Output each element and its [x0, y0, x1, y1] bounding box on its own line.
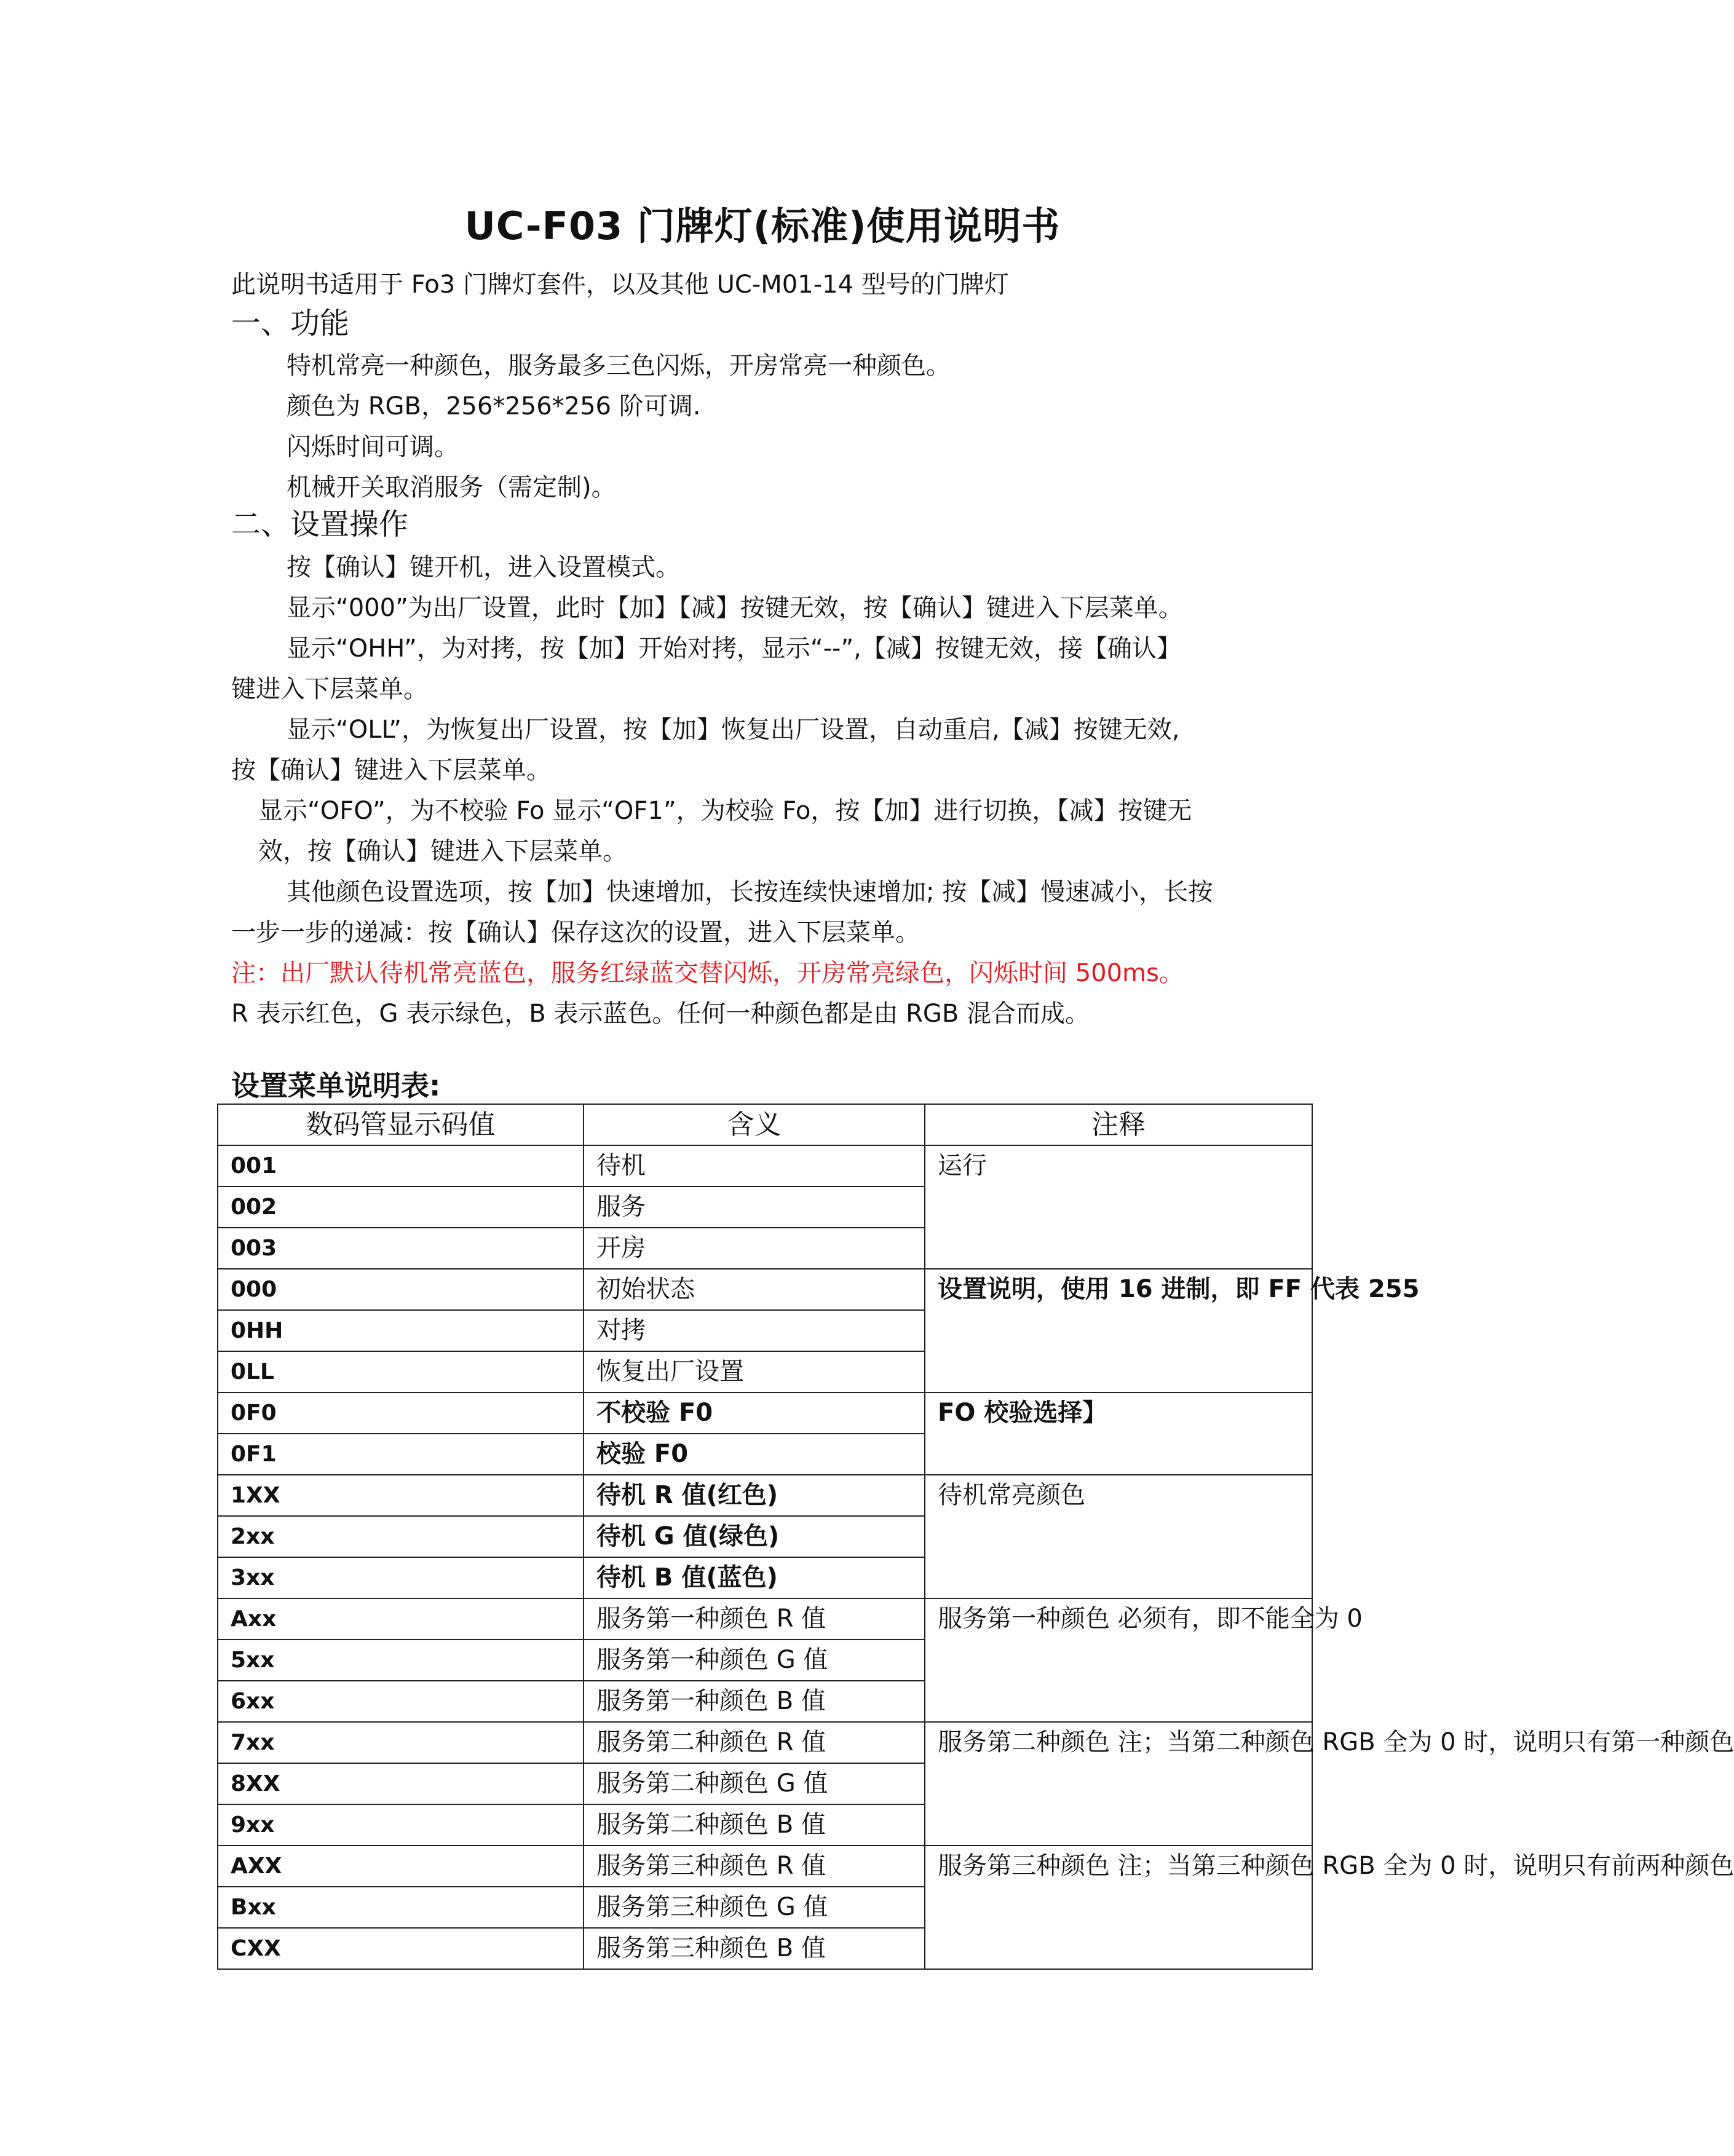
row-meaning: 服务第一种颜色 G 值	[584, 1640, 925, 1681]
row-code: 6xx	[218, 1681, 584, 1722]
row-code: 3xx	[218, 1557, 584, 1598]
row-meaning: 服务第三种颜色 R 值	[584, 1846, 925, 1887]
header-notes: 注释	[925, 1104, 1312, 1145]
row-meaning: 服务第三种颜色 B 值	[584, 1928, 925, 1969]
row-meaning: 服务第一种颜色 R 值	[584, 1598, 925, 1640]
setup-line: 键进入下层菜单。	[231, 675, 428, 703]
row-code: 000	[218, 1269, 584, 1310]
setup-line: 效，按【确认】键进入下层菜单。	[258, 837, 627, 866]
note-fo: FO 校验选择】	[925, 1392, 1312, 1475]
function-line: 颜色为 RGB，256*256*256 阶可调.	[287, 392, 701, 421]
row-meaning: 服务第二种颜色 G 值	[584, 1763, 925, 1804]
table-row	[218, 1598, 1312, 1640]
intro-text: 此说明书适用于 Fo3 门牌灯套件，以及其他 UC-M01-14 型号的门牌灯	[231, 270, 1009, 299]
table-row	[218, 1269, 1312, 1310]
setup-line: 其他颜色设置选项，按【加】快速增加，长按连续快速增加; 按【减】慢速减小，长按	[287, 878, 1213, 906]
table-row	[218, 1846, 1312, 1887]
row-code: CXX	[218, 1928, 584, 1969]
row-meaning: 开房	[584, 1228, 925, 1269]
row-meaning: 待机 B 值(蓝色)	[584, 1557, 925, 1598]
table-header-row	[218, 1104, 1312, 1145]
setup-line: 一步一步的递减：按【确认】保存这次的设置，进入下层菜单。	[231, 918, 920, 947]
row-code: 002	[218, 1187, 584, 1228]
row-meaning: 对拷	[584, 1310, 925, 1351]
row-code: 0HH	[218, 1310, 584, 1351]
table-row	[218, 1145, 1312, 1187]
function-line: 闪烁时间可调。	[287, 433, 459, 461]
row-code: 1XX	[218, 1475, 584, 1516]
header-meaning: 含义	[584, 1104, 925, 1145]
row-meaning: 待机 R 值(红色)	[584, 1475, 925, 1516]
factory-default-note: 注：出厂默认待机常亮蓝色，服务红绿蓝交替闪烁，开房常亮绿色，闪烁时间 500ms。	[231, 959, 1184, 987]
row-meaning: 服务第二种颜色 B 值	[584, 1804, 925, 1846]
setup-line: 按【确认】键进入下层菜单。	[231, 756, 551, 784]
note-service1: 服务第一种颜色 必须有，即不能全为 0	[925, 1598, 1312, 1722]
row-meaning: 服务第三种颜色 G 值	[584, 1887, 925, 1928]
row-code: 0LL	[218, 1351, 584, 1392]
row-meaning: 初始状态	[584, 1269, 925, 1310]
note-service3: 服务第三种颜色 注；当第三种颜色 RGB 全为 0 时，说明只有前两种颜色	[925, 1846, 1312, 1969]
setup-line: 显示“OFO”，为不校验 Fo 显示“OF1”，为校验 Fo，按【加】进行切换，【减】按键无	[258, 797, 1192, 825]
row-meaning: 不校验 F0	[584, 1392, 925, 1434]
note-run: 运行	[925, 1145, 1312, 1269]
setup-line: 显示“OLL”，为恢复出厂设置，按【加】恢复出厂设置，自动重启,【减】按键无效,	[287, 716, 1180, 744]
function-line: 特机常亮一种颜色，服务最多三色闪烁，开房常亮一种颜色。	[287, 352, 951, 380]
function-line: 机械开关取消服务（需定制)。	[287, 473, 616, 502]
row-code: 0F0	[218, 1392, 584, 1434]
page-title: UC-F03 门牌灯(标准)使用说明书	[464, 203, 1061, 248]
table-row	[218, 1722, 1312, 1763]
note-service2: 服务第二种颜色 注；当第二种颜色 RGB 全为 0 时，说明只有第一种颜色	[925, 1722, 1312, 1846]
settings-menu-table	[217, 1104, 1734, 1970]
row-code: 001	[218, 1145, 584, 1187]
section1-heading: 一、功能	[231, 306, 350, 341]
note-setup: 设置说明，使用 16 进制，即 FF 代表 255	[925, 1269, 1312, 1392]
row-meaning: 服务第一种颜色 B 值	[584, 1681, 925, 1722]
row-meaning: 待机 G 值(绿色)	[584, 1516, 925, 1557]
row-meaning: 恢复出厂设置	[584, 1351, 925, 1392]
note-standby: 待机常亮颜色	[925, 1475, 1312, 1598]
row-code: 8XX	[218, 1763, 584, 1804]
row-meaning: 服务第二种颜色 R 值	[584, 1722, 925, 1763]
row-meaning: 待机	[584, 1145, 925, 1187]
section2-heading: 二、设置操作	[231, 507, 409, 542]
setup-line: 显示“000”为出厂设置，此时【加】【减】按键无效，按【确认】键进入下层菜单。	[287, 594, 1183, 622]
row-code: 5xx	[218, 1640, 584, 1681]
row-code: 0F1	[218, 1434, 584, 1475]
row-code: Bxx	[218, 1887, 584, 1928]
header-code: 数码管显示码值	[218, 1104, 584, 1145]
row-meaning: 校验 F0	[584, 1434, 925, 1475]
table-title: 设置菜单说明表:	[231, 1069, 441, 1102]
table-row	[218, 1475, 1312, 1516]
row-code: 2xx	[218, 1516, 584, 1557]
table-row	[218, 1392, 1312, 1434]
row-code: 7xx	[218, 1722, 584, 1763]
rgb-explanation: R 表示红色，G 表示绿色，B 表示蓝色。任何一种颜色都是由 RGB 混合而成。	[231, 1000, 1090, 1028]
row-code: 9xx	[218, 1804, 584, 1846]
setup-line: 按【确认】键开机，进入设置模式。	[287, 553, 680, 582]
row-code: Axx	[218, 1598, 584, 1640]
row-code: 003	[218, 1228, 584, 1269]
setup-line: 显示“OHH”，为对拷，按【加】开始对拷，显示“--”,【减】按键无效，接【确认】	[287, 634, 1181, 663]
row-code: AXX	[218, 1846, 584, 1887]
row-meaning: 服务	[584, 1187, 925, 1228]
